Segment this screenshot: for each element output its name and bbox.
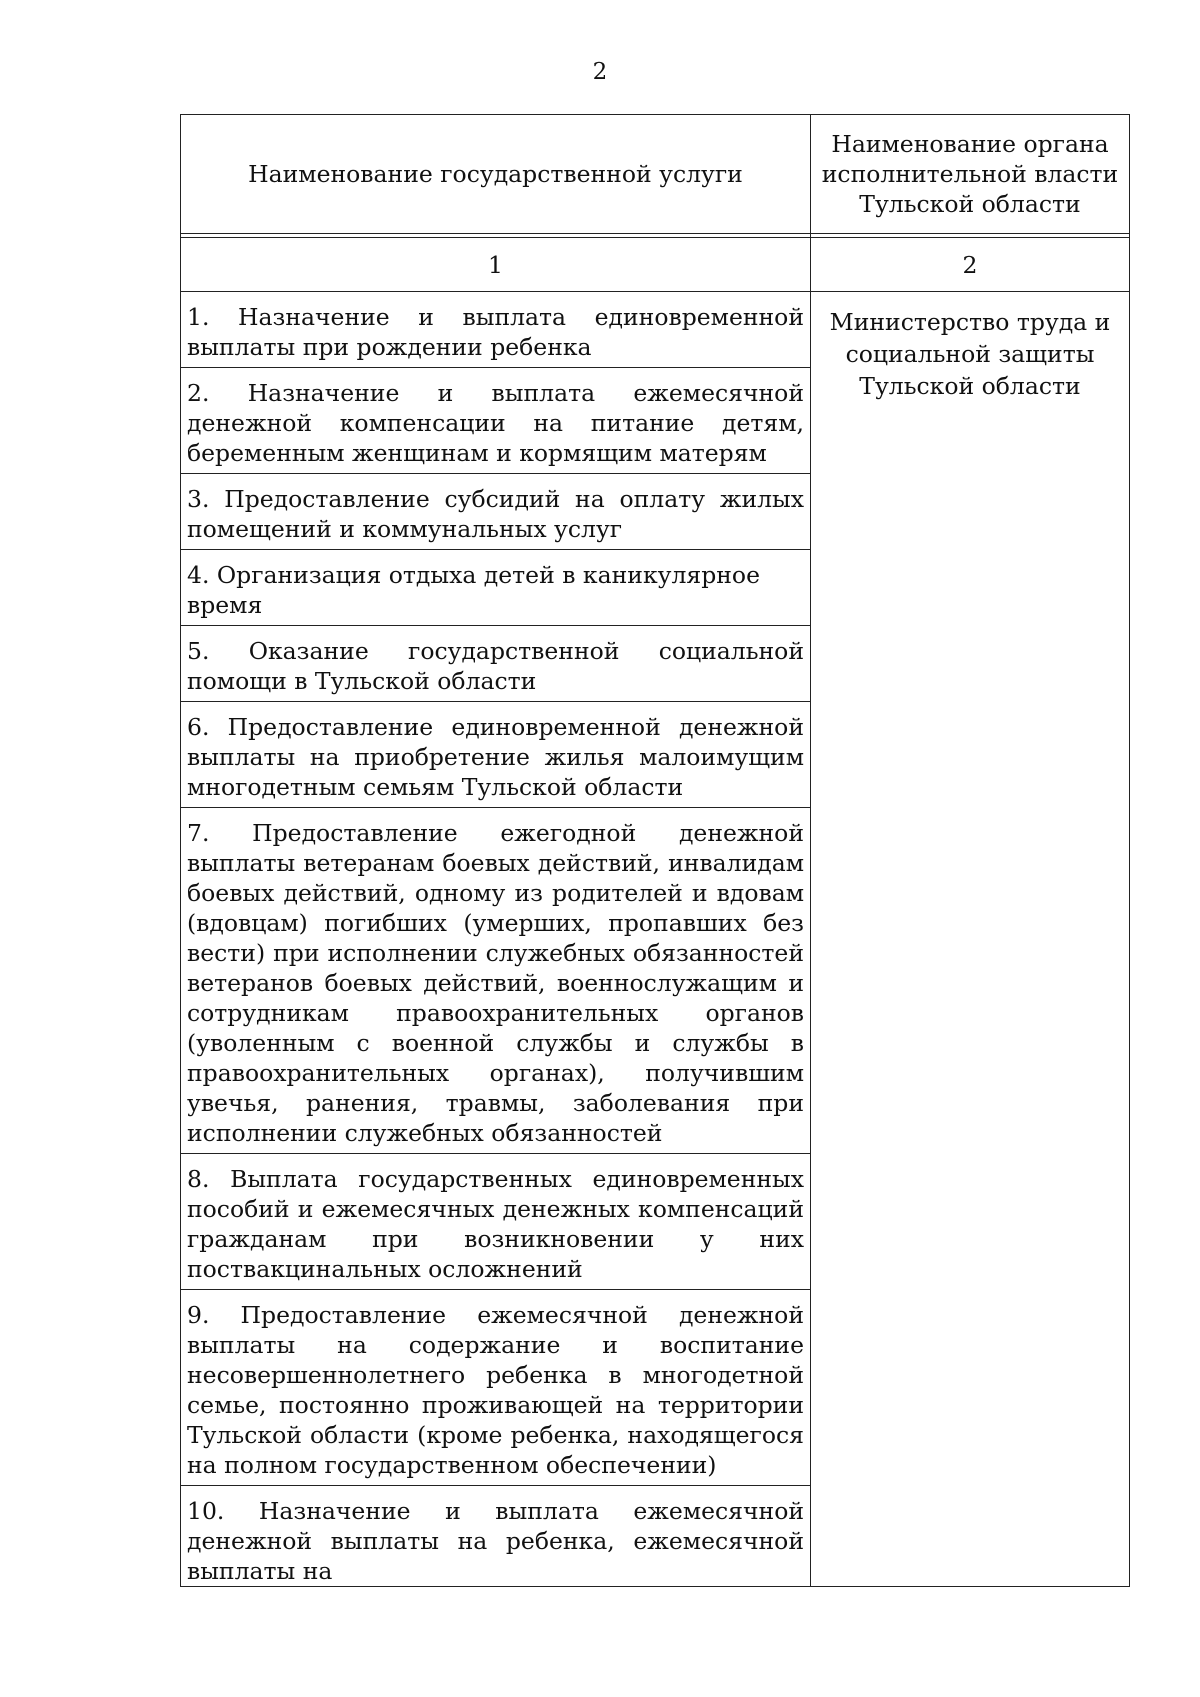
page-number: 2	[592, 59, 608, 85]
column-number-2: 2	[811, 238, 1130, 292]
header-authority-name: Наименование органа исполнительной власти Тульской области	[811, 115, 1130, 234]
service-item-4: 4. Организация отдыха детей в каникулярное время	[181, 550, 811, 626]
service-item-9: 9. Предоставление ежемесячной денежной выплаты на содержание и воспитание несовершеннолетнего ребенка в многодетной семье, постоянно проживающей на территории Тульской области (кроме ребенка, находящегося на полном государственном обеспечении)	[181, 1290, 811, 1486]
service-item-10: 10. Назначение и выплата ежемесячной денежной выплаты на ребенка, ежемесячной выплаты на	[181, 1486, 811, 1587]
service-item-5: 5. Оказание государственной социальной помощи в Тульской области	[181, 626, 811, 702]
service-item-2: 2. Назначение и выплата ежемесячной денежной компенсации на питание детям, беременным женщинам и кормящим матерям	[181, 368, 811, 474]
table-header-row	[181, 115, 1130, 234]
header-service-name: Наименование государственной услуги	[181, 115, 811, 234]
service-item-3: 3. Предоставление субсидий на оплату жилых помещений и коммунальных услуг	[181, 474, 811, 550]
authority-name: Министерство труда и социальной защиты Тульской области	[811, 292, 1130, 1587]
services-table	[180, 114, 1130, 1587]
service-item-7: 7. Предоставление ежегодной денежной выплаты ветеранам боевых действий, инвалидам боевых действий, одному из родителей и вдовам (вдовцам) погибших (умерших, пропавших без вести) при исполнении служебных обязанностей ветеранов боевых действий, военнослужащим и сотрудникам правоохранительных органов (уволенным с военной службы и службы в правоохранительных органах), получившим увечья, ранения, травмы, заболевания при исполнении служебных обязанностей	[181, 808, 811, 1154]
service-item-6: 6. Предоставление единовременной денежной выплаты на приобретение жилья малоимущим многодетным семьям Тульской области	[181, 702, 811, 808]
column-number-row	[181, 238, 1130, 292]
table-row	[181, 292, 1130, 368]
service-item-1: 1. Назначение и выплата единовременной выплаты при рождении ребенка	[181, 292, 811, 368]
service-item-8: 8. Выплата государственных единовременных пособий и ежемесячных денежных компенсаций гражданам при возникновении у них поствакцинальных осложнений	[181, 1154, 811, 1290]
column-number-1: 1	[181, 238, 811, 292]
